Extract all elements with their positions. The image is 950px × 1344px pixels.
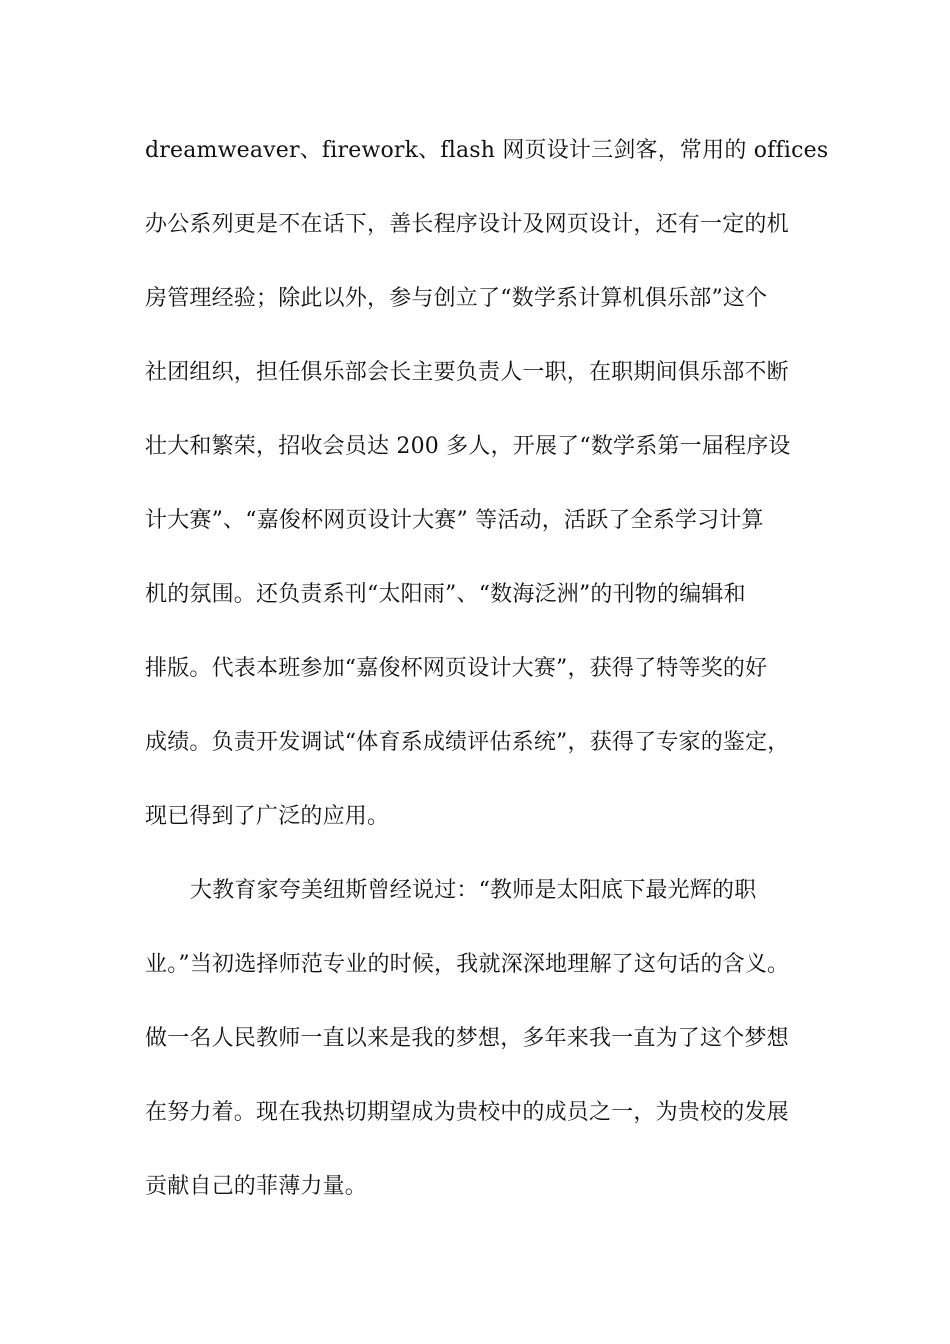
text-line: 办公系列更是不在话下，善长程序设计及网页设计，还有一定的机	[145, 212, 789, 237]
text-line: 壮大和繁荣，招收会员达 200 多人，开展了“数学系第一届程序设	[145, 434, 791, 459]
text-line: 社团组织，担任俱乐部会长主要负责人一职，在职期间俱乐部不断	[145, 360, 789, 385]
text-line: 机的氛围。还负责系刊“太阳雨”、“数海泛洲”的刊物的编辑和	[145, 582, 746, 607]
text-line: 做一名人民教师一直以来是我的梦想，多年来我一直为了这个梦想	[145, 1026, 789, 1051]
text-line: 在努力着。现在我热切期望成为贵校中的成员之一，为贵校的发展	[145, 1100, 789, 1125]
text-line: 业。”当初选择师范专业的时候，我就深深地理解了这句话的含义。	[145, 952, 790, 977]
text-line: 现已得到了广泛的应用。	[145, 804, 390, 829]
text-line: 排版。代表本班参加“嘉俊杯网页设计大赛”，获得了特等奖的好	[145, 656, 768, 681]
text-line: 计大赛”、“嘉俊杯网页设计大赛” 等活动，活跃了全系学习计算	[145, 508, 764, 533]
paragraph-first-line: 大教育家夸美纽斯曾经说过：“教师是太阳底下最光辉的职	[190, 878, 757, 903]
text-line: 房管理经验；除此以外，参与创立了“数学系计算机俱乐部”这个	[145, 286, 768, 311]
text-line: 成绩。负责开发调试“体育系成绩评估系统”，获得了专家的鉴定，	[145, 730, 790, 755]
text-line: 贡献自己的菲薄力量。	[145, 1174, 368, 1199]
text-line: dreamweaver、firework、flash 网页设计三剑客，常用的 offices	[145, 138, 829, 163]
